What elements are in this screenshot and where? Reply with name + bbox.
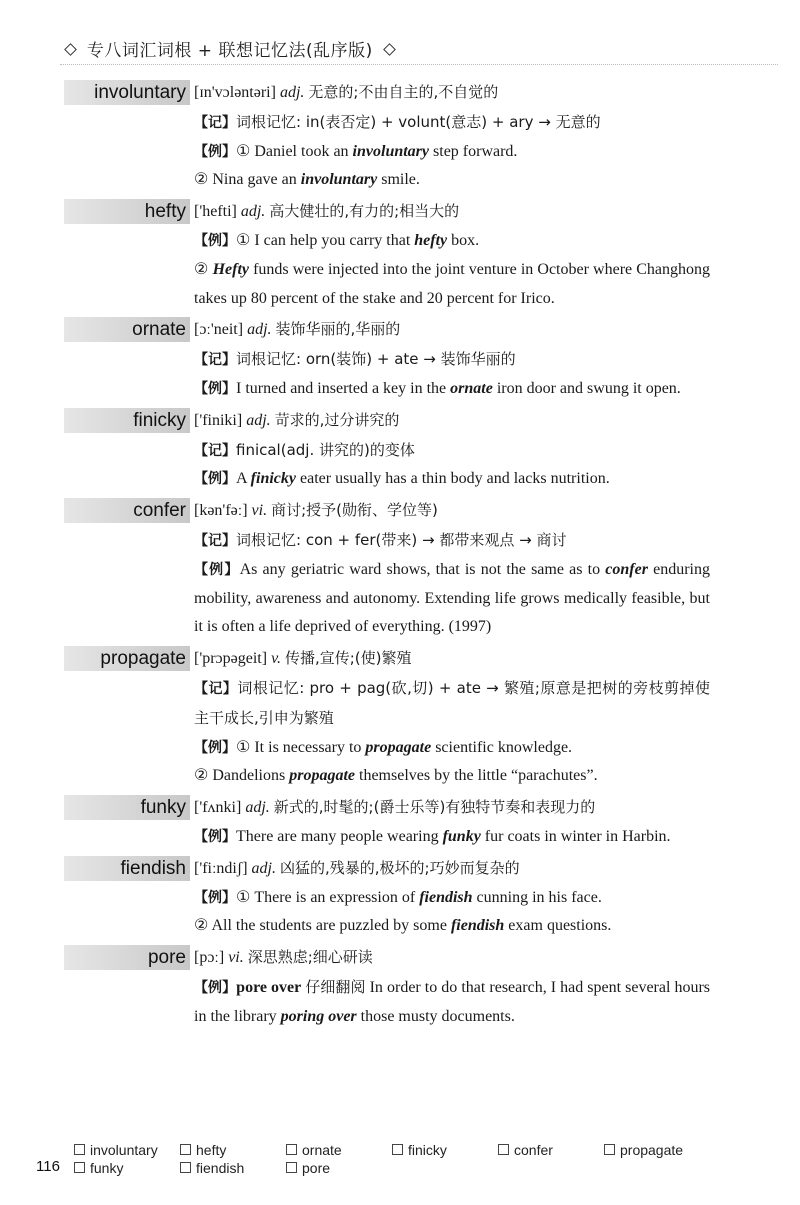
- example-keyword: Hefty: [212, 260, 249, 278]
- checkbox-icon[interactable]: [286, 1162, 297, 1173]
- phonetic: [ɪn'vɔləntəri]: [194, 84, 276, 101]
- example-sentence: [194, 912, 710, 941]
- diamond-icon: [64, 43, 77, 56]
- example-label: 【例】: [194, 471, 236, 488]
- example-text: ① There is an expression of: [236, 888, 420, 906]
- memory-text: 词根记忆: orn(装饰) + ate → 装饰华丽的: [236, 350, 516, 369]
- example-text: In order to do that research, I had spent several hours in the library: [194, 978, 711, 1025]
- checklist-word: involuntary: [90, 1142, 158, 1158]
- example-text: iron door and swung it open.: [492, 379, 681, 397]
- example-keyword: involuntary: [352, 142, 430, 160]
- headword: confer: [64, 498, 190, 523]
- checklist-item[interactable]: [604, 1142, 714, 1158]
- example-keyword: hefty: [414, 231, 448, 249]
- phrase-meaning: 仔细翻阅: [305, 977, 366, 996]
- meaning: 传播,宣传;(使)繁殖: [284, 649, 412, 668]
- part-of-speech: v.: [271, 650, 281, 668]
- example-text: ① I can help you carry that: [236, 231, 415, 249]
- example-label: 【例】: [194, 561, 240, 578]
- part-of-speech: adj.: [247, 321, 272, 339]
- entry-body: [194, 644, 710, 791]
- headword: pore: [64, 945, 190, 970]
- headword: ornate: [64, 317, 190, 342]
- entry-body: [194, 78, 710, 195]
- definition-line: [194, 315, 710, 345]
- entry-body: [194, 496, 710, 642]
- phonetic: ['fʌnki]: [194, 799, 242, 817]
- example-keyword: propagate: [365, 738, 432, 756]
- example-label: 【例】: [194, 739, 236, 756]
- example-text: enduring mobility, awareness and autonomy. Extending life grows medically feasible, but it is often a life deprived of everything. (1997): [194, 560, 710, 636]
- part-of-speech: adj.: [240, 203, 266, 221]
- part-of-speech: vi.: [228, 949, 244, 967]
- part-of-speech: adj.: [279, 84, 305, 101]
- example-text: exam questions.: [504, 917, 612, 935]
- entry-body: [194, 197, 710, 313]
- part-of-speech: vi.: [251, 502, 268, 520]
- memory-text: 词根记忆: pro + pag(砍,切) + ate → 繁殖;原意是把树的旁枝剪掉使主干成长,引申为繁殖: [194, 678, 710, 727]
- memory-label: 【记】: [194, 532, 236, 549]
- example-sentence: [194, 884, 710, 913]
- meaning: 新式的,时髦的;(爵士乐等)有独特节奏和表现力的: [273, 798, 596, 817]
- entry-funky: [64, 793, 710, 852]
- phonetic: [ɔː'neit]: [194, 321, 244, 339]
- header-title: 专八词汇词根 + 联想记忆法(乱序版): [86, 41, 373, 61]
- example-keyword: funky: [442, 827, 481, 845]
- checklist-item[interactable]: [74, 1142, 180, 1158]
- example-sentence: [194, 138, 710, 167]
- example-text: step forward.: [429, 142, 518, 160]
- definition-line: [194, 793, 710, 823]
- checklist-item[interactable]: [286, 1160, 392, 1176]
- example-keyword: propagate: [289, 767, 355, 785]
- example-keyword: fiendish: [419, 888, 473, 906]
- meaning: 苛求的,过分讲究的: [274, 410, 400, 429]
- entry-ornate: [64, 315, 710, 403]
- phonetic: ['prɔpəgeit]: [194, 650, 268, 668]
- example-text: I turned and inserted a key in the: [236, 379, 451, 397]
- definition-line: [194, 78, 710, 108]
- checkbox-icon[interactable]: [74, 1144, 85, 1155]
- example-text: ① Daniel took an: [236, 142, 353, 160]
- example-text: scientific knowledge.: [431, 738, 573, 756]
- checklist-word: hefty: [196, 1142, 227, 1158]
- example-sentence: [194, 734, 710, 763]
- definition-line: [194, 197, 710, 227]
- example-keyword: finicky: [250, 470, 296, 488]
- checklist-item[interactable]: [180, 1142, 286, 1158]
- checkbox-icon[interactable]: [180, 1144, 191, 1155]
- meaning: 凶猛的,残暴的,极坏的;巧妙而复杂的: [279, 858, 520, 877]
- example-keyword: poring over: [280, 1007, 357, 1025]
- example-text: ② Dandelions: [194, 767, 290, 785]
- phonetic: ['hefti]: [194, 203, 237, 221]
- entry-list: [64, 78, 710, 1034]
- entry-propagate: [64, 644, 710, 791]
- header-divider: [60, 64, 778, 65]
- checklist-item[interactable]: [74, 1160, 180, 1176]
- headword: fiendish: [64, 856, 190, 881]
- page-number: 116: [36, 1158, 60, 1175]
- headword: finicky: [64, 408, 190, 433]
- memory-label: 【记】: [194, 114, 236, 131]
- example-sentence: [194, 375, 710, 404]
- meaning: 装饰华丽的,华丽的: [275, 320, 401, 339]
- headword: hefty: [64, 199, 190, 224]
- headword: propagate: [64, 646, 190, 671]
- example-keyword: confer: [605, 560, 648, 578]
- memory-note: [194, 108, 710, 138]
- example-text: eater usually has a thin body and lacks nutrition.: [296, 470, 610, 488]
- checklist-word: propagate: [620, 1142, 684, 1158]
- checklist-word: funky: [90, 1160, 124, 1176]
- checklist-item[interactable]: [180, 1160, 286, 1176]
- memory-label: 【记】: [194, 352, 236, 369]
- example-text: ① It is necessary to: [236, 738, 366, 756]
- definition-line: [194, 943, 710, 973]
- entry-body: [194, 315, 710, 403]
- phonetic: [pɔː]: [194, 949, 225, 967]
- example-text: ② Nina gave an: [194, 171, 301, 189]
- example-label: 【例】: [194, 380, 236, 397]
- checkbox-icon[interactable]: [498, 1144, 509, 1155]
- example-text: box.: [447, 231, 480, 249]
- example-text: themselves by the little “parachutes”.: [355, 767, 598, 785]
- example-keyword: fiendish: [450, 917, 505, 935]
- example-text: As any geriatric ward shows, that is not the same as to: [239, 560, 606, 578]
- example-sentence: [194, 227, 710, 256]
- memory-text: 词根记忆: con + fer(带来) → 都带来观点 → 商讨: [236, 530, 567, 549]
- checklist-word: confer: [514, 1142, 553, 1158]
- example-text: There are many people wearing: [236, 827, 443, 845]
- checklist-word: fiendish: [196, 1160, 245, 1176]
- memory-note: [194, 436, 710, 466]
- example-text: smile.: [377, 171, 420, 189]
- example-label: 【例】: [194, 889, 236, 906]
- word-checklist: [74, 1142, 764, 1176]
- phonetic: [kən'fəː]: [194, 502, 248, 520]
- memory-label: 【记】: [194, 442, 236, 459]
- memory-note: [194, 345, 710, 375]
- entry-body: [194, 406, 710, 494]
- example-sentence: [194, 823, 710, 852]
- entry-pore: [64, 943, 710, 1031]
- memory-text: 词根记忆: in(表否定) + volunt(意志) + ary → 无意的: [236, 112, 601, 131]
- headword: involuntary: [64, 80, 190, 105]
- memory-label: 【记】: [194, 680, 238, 697]
- example-text: A: [236, 470, 251, 488]
- meaning: 无意的;不由自主的,不自觉的: [308, 83, 499, 101]
- meaning: 商讨;授予(勋衔、学位等): [271, 501, 438, 520]
- part-of-speech: adj.: [245, 799, 270, 817]
- checklist-item[interactable]: [498, 1142, 604, 1158]
- entry-body: [194, 854, 710, 941]
- meaning: 深思熟虑;细心研读: [247, 948, 373, 967]
- example-label: 【例】: [194, 979, 237, 996]
- example-label: 【例】: [194, 143, 236, 160]
- phonetic: ['finiki]: [194, 411, 243, 429]
- diamond-icon: [383, 43, 396, 56]
- page-header: [60, 36, 400, 61]
- entry-involuntary: [64, 78, 710, 195]
- checkbox-icon[interactable]: [180, 1162, 191, 1173]
- example-text: cunning in his face.: [472, 888, 602, 906]
- example-text: ② All the students are puzzled by some: [194, 917, 451, 935]
- checkbox-icon[interactable]: [604, 1144, 615, 1155]
- checkbox-icon[interactable]: [74, 1162, 85, 1173]
- entry-body: [194, 793, 710, 852]
- part-of-speech: adj.: [246, 411, 271, 429]
- example-label: 【例】: [194, 232, 236, 249]
- example-sentence: [194, 166, 710, 195]
- phonetic: ['fiːndiʃ]: [194, 859, 248, 877]
- example-text: those musty documents.: [356, 1007, 515, 1025]
- definition-line: [194, 406, 710, 436]
- checklist-word: finicky: [408, 1142, 447, 1158]
- checklist-word: ornate: [302, 1142, 342, 1158]
- example-text: funds were injected into the joint venture in October where Changhong takes up 80 percent of the stake and 20 percent for Irico.: [194, 260, 711, 307]
- example-keyword: ornate: [450, 379, 493, 397]
- memory-note: [194, 526, 710, 556]
- memory-note: [194, 674, 710, 734]
- checkbox-icon[interactable]: [392, 1144, 403, 1155]
- checklist-item[interactable]: [392, 1142, 498, 1158]
- example-sentence: [194, 762, 710, 791]
- example-label: 【例】: [194, 828, 236, 845]
- phrase: pore over: [236, 978, 302, 996]
- checkbox-icon[interactable]: [286, 1144, 297, 1155]
- definition-line: [194, 854, 710, 884]
- meaning: 高大健壮的,有力的;相当大的: [269, 202, 460, 221]
- checklist-word: pore: [302, 1160, 331, 1176]
- example-sentence: [194, 465, 710, 494]
- example-text: ②: [194, 260, 213, 278]
- definition-line: [194, 644, 710, 674]
- entry-confer: [64, 496, 710, 642]
- definition-line: [194, 496, 710, 526]
- part-of-speech: adj.: [251, 859, 276, 877]
- example-keyword: involuntary: [300, 171, 378, 189]
- example-sentence: [194, 256, 710, 314]
- entry-fiendish: [64, 854, 710, 941]
- example-sentence: [194, 556, 710, 642]
- example-sentence: [194, 973, 710, 1032]
- memory-text: finical(adj. 讲究的)的变体: [236, 440, 415, 459]
- entry-finicky: [64, 406, 710, 494]
- entry-hefty: [64, 197, 710, 313]
- checklist-item[interactable]: [286, 1142, 392, 1158]
- entry-body: [194, 943, 710, 1031]
- headword: funky: [64, 795, 190, 820]
- example-text: fur coats in winter in Harbin.: [480, 827, 671, 845]
